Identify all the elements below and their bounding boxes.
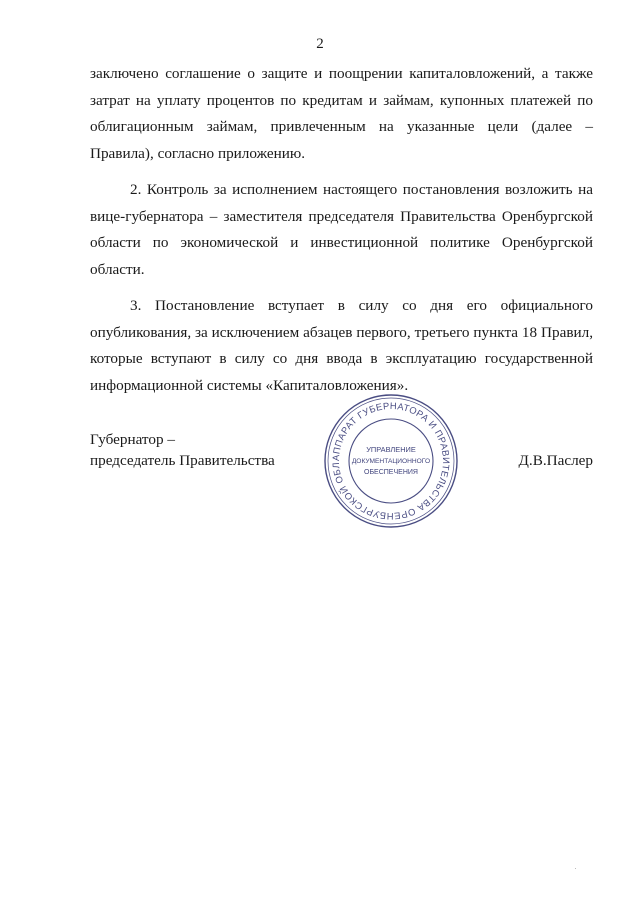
page-number: 2 bbox=[316, 36, 324, 52]
official-stamp bbox=[322, 392, 460, 530]
paragraph-item-3: 3. Постановление вступает в силу со дня его официального опубликования, за исключением абзацев первого, третьего пункта 18 Правил, которые вступают в силу со дня ввода в эксплуатацию государственной информационной системы «Капиталовложения». bbox=[90, 297, 593, 394]
signatory-position bbox=[90, 429, 275, 471]
paragraph-item-2: 2. Контроль за исполнением настоящего постановления возложить на вице-губернатора – заместителя председателя Правительства Оренбургской области по экономической и инвестиционной политике Оренбургской области. bbox=[90, 181, 593, 278]
stamp-center-line2: ДОКУМЕНТАЦИОННОГО bbox=[351, 458, 431, 465]
stamp-center-line3: ОБЕСПЕЧЕНИЯ bbox=[364, 469, 418, 476]
signatory-position-line2: председатель Правительства bbox=[90, 452, 275, 469]
signatory-position-line1: Губернатор – bbox=[90, 431, 175, 448]
stamp-ring-text: АППАРАТ ГУБЕРНАТОРА И ПРАВИТЕЛЬСТВА ОРЕНБУРГСКОЙ ОБЛ bbox=[329, 399, 453, 523]
stamp-center-line1: УПРАВЛЕНИЕ bbox=[366, 445, 416, 454]
signatory-name: Д.В.Паслер bbox=[518, 452, 593, 469]
scan-speck bbox=[575, 868, 576, 869]
document-body bbox=[90, 61, 593, 409]
paragraph-continuation: заключено соглашение о защите и поощрении капиталовложений, а также затрат на уплату процентов по кредитам и займам, купонных платежей по облигационным займам, привлеченным на указанные цели (далее – Правила), согласно приложению. bbox=[90, 65, 593, 162]
